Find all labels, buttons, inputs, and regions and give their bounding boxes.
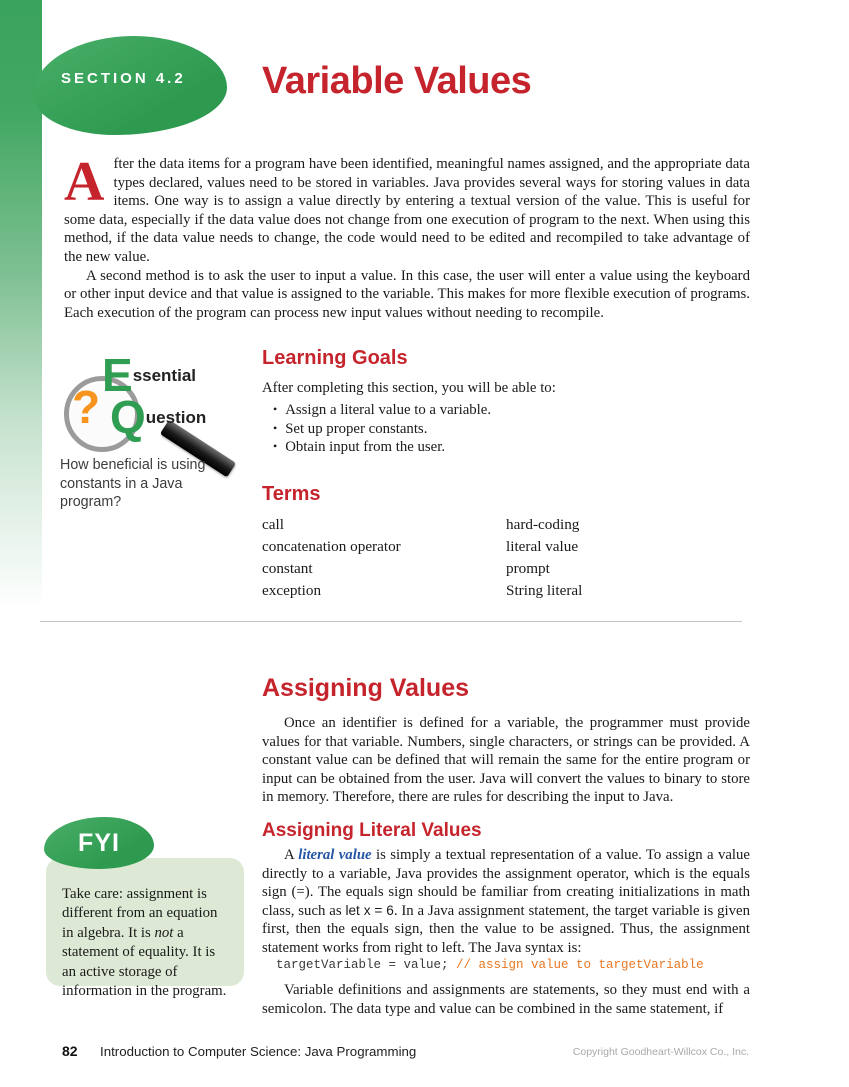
assigning-values-heading: Assigning Values: [262, 674, 470, 702]
paragraph-text: . In a Java assignment statement, the target variable is given first, then the equals sign, then the value to be assigned. Thus, the assignment statement works from right to left. The Java syntax is:: [262, 902, 750, 956]
code-snippet: [276, 958, 704, 972]
word-ssential: ssential: [132, 366, 196, 385]
learning-goal-text: Assign a literal value to a variable.: [285, 402, 492, 418]
learning-goal-item: [273, 401, 491, 420]
term: hard-coding: [506, 516, 580, 533]
letter-q: Q: [110, 391, 146, 443]
essential-question-text: How beneficial is using constants in a Java program?: [60, 457, 206, 510]
question-wordmark: [110, 391, 207, 443]
code-comment: // assign value to targetVariable: [456, 958, 704, 972]
fyi-label: FYI: [78, 828, 120, 857]
terms-column-2: [506, 514, 750, 602]
fyi-text-italic: not: [154, 924, 174, 941]
letter-e: E: [102, 349, 133, 401]
learning-goal-text: Set up proper constants.: [285, 420, 428, 437]
question-mark-glyph: ?: [72, 381, 101, 433]
key-term-literal-value: literal value: [298, 847, 372, 863]
term: call: [262, 516, 284, 533]
word-uestion: uestion: [145, 408, 207, 427]
section-divider: [40, 621, 742, 622]
paragraph-text: is simply a textual representation of a value. To assign a value directly to a variable, Java provides the assignment operator, which is the equals sign (=). The equals sign should be familiar from creating initializations in math class, such as: [262, 847, 750, 919]
intro-paragraph-1-text: fter the data items for a program have been identified, meaningful names assigned, and the appropriate data types declared, values need to be stored in variables. Java provides several ways for storing values in data items. One way is to assign a value directly by entering a textual version of the value. This is useful for some data, especially if the data value does not change from one execution of program to the next. When using this method, if the data value needs to change, the code would need to be edited and recompiled to take advantage of the new value.: [64, 156, 750, 265]
intro-paragraph-2: A second method is to ask the user to input a value. In this case, the user will enter a value using the keyboard or other input device and that value is assigned to the variable. This makes for more flexible execution of programs. Each execution of the program can process new input values without needing to recompile.: [64, 267, 750, 321]
term: String literal: [506, 582, 583, 599]
learning-goals-list: [273, 401, 491, 457]
footer-book-title: Introduction to Computer Science: Java Programming: [100, 1044, 417, 1059]
term: exception: [262, 582, 322, 599]
learning-goals-heading: Learning Goals: [262, 347, 408, 369]
intro-paragraph-1: [64, 151, 750, 267]
assigning-literal-values-paragraph: [262, 846, 750, 958]
footer-page-number: 82: [62, 1043, 78, 1059]
learning-goal-item: [273, 438, 491, 457]
learning-goals-intro: After completing this section, you will be able to:: [262, 380, 556, 396]
learning-goal-item: [273, 420, 491, 439]
terms-column-1: [262, 514, 506, 602]
code-statement: targetVariable = value;: [276, 958, 457, 972]
section-badge: [33, 36, 227, 135]
drop-cap: A: [64, 151, 105, 213]
fyi-text-part: a statement of equality. It is an active storage of information in the program.: [62, 924, 227, 1000]
terms-list: [262, 514, 750, 602]
paragraph-text: A: [284, 847, 299, 863]
terms-heading: Terms: [262, 483, 321, 505]
learning-goal-text: Obtain input from the user.: [285, 439, 446, 455]
footer-copyright: Copyright Goodheart-Willcox Co., Inc.: [572, 1046, 749, 1058]
page-title: Variable Values: [262, 60, 532, 102]
fyi-badge: [44, 817, 154, 869]
term: prompt: [506, 560, 550, 577]
intro-block: [64, 151, 750, 322]
assigning-literal-values-paragraph-2: Variable definitions and assignments are statements, so they must end with a semicolon. The data type and value can be combined in the same statement, if: [262, 982, 750, 1017]
term: constant: [262, 560, 313, 577]
fyi-note-text: [46, 858, 244, 1001]
section-label: SECTION 4.2: [61, 70, 186, 87]
assigning-literal-values-heading: Assigning Literal Values: [262, 820, 482, 841]
assigning-values-paragraph: Once an identifier is defined for a variable, the programmer must provide values for that variable. Numbers, single characters, or strings can be provided. A constant value can be defined that will remain the same for the entire program or input can be obtained from the user. Java will convert the values to binary to store in memory. Therefore, there are rules for describing the input to Java.: [262, 715, 750, 806]
inline-math-expression: let x = 6: [345, 902, 394, 918]
fyi-note-box: [46, 858, 244, 1000]
term: concatenation operator: [262, 538, 401, 555]
fyi-text-part: Take care: assignment is different from an equation in algebra. It is: [62, 886, 218, 941]
term: literal value: [506, 538, 579, 555]
